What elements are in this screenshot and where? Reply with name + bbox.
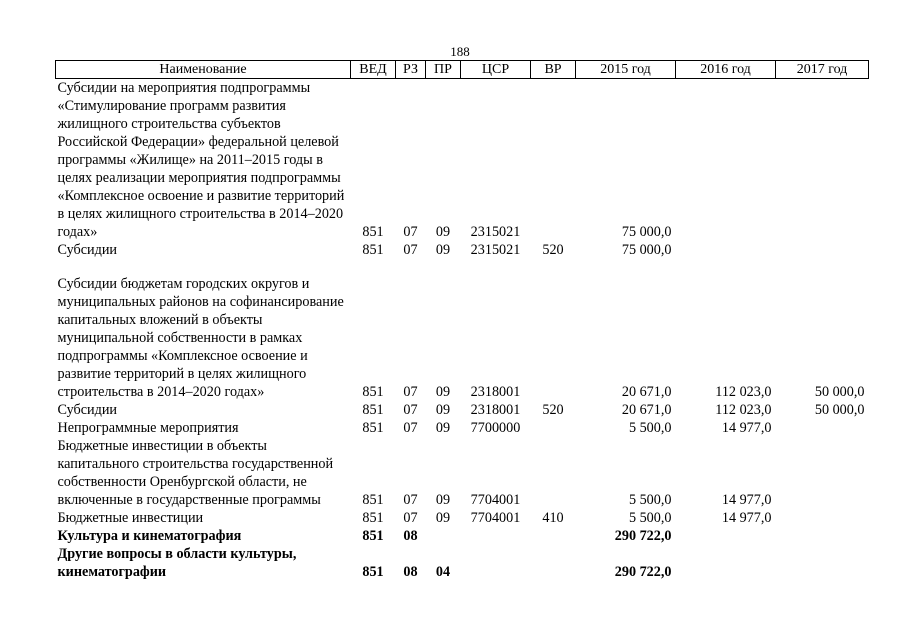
table-row	[56, 509, 869, 527]
row-pr: 04	[435, 564, 451, 580]
table-row	[56, 437, 869, 509]
row-2015: 75 000,0	[621, 224, 672, 240]
row-ved: 851	[362, 510, 384, 526]
row-2016	[676, 79, 776, 242]
row-name: Культура и кинематография	[57, 528, 242, 544]
row-csr	[461, 527, 531, 545]
row-2016: 14 977,0	[721, 510, 772, 526]
row-ved: 851	[362, 242, 384, 258]
row-vr	[531, 79, 576, 242]
table-body	[56, 79, 869, 582]
row-2016: 112 023,0	[715, 402, 772, 418]
budget-table	[55, 60, 869, 581]
header-2016: 2016 год	[676, 61, 776, 79]
table-header	[56, 61, 869, 79]
header-2015: 2015 год	[576, 61, 676, 79]
header-name: Наименование	[56, 61, 351, 79]
row-csr	[461, 545, 531, 581]
row-vr: 520	[542, 402, 564, 418]
page-number: 188	[450, 44, 470, 59]
row-2016: 112 023,0	[715, 384, 772, 400]
row-vr	[531, 275, 576, 401]
row-rz: 07	[403, 510, 418, 526]
header-csr: ЦСР	[461, 61, 531, 79]
row-2015: 5 500,0	[628, 420, 672, 436]
row-ved: 851	[362, 528, 384, 544]
header-row	[56, 61, 869, 79]
row-vr: 410	[542, 510, 564, 526]
row-csr: 2315021	[470, 242, 521, 258]
row-2017	[776, 509, 869, 527]
row-2017	[776, 437, 869, 509]
row-2015: 20 671,0	[621, 384, 672, 400]
row-csr: 2318001	[470, 384, 521, 400]
row-2016: 14 977,0	[721, 492, 772, 508]
row-name: Субсидии	[57, 242, 118, 258]
row-vr	[531, 419, 576, 437]
row-csr: 7700000	[470, 420, 521, 436]
row-rz: 08	[403, 528, 418, 544]
row-rz: 07	[403, 384, 418, 400]
row-2017	[776, 79, 869, 242]
row-pr	[426, 527, 461, 545]
row-2017	[776, 241, 869, 259]
row-pr: 09	[435, 242, 451, 258]
table-row	[56, 545, 869, 581]
row-name: Субсидии бюджетам городских округов и муниципальных районов на софинансирование капитальных вложений в объекты муниципальной собственности в рамках подпрограммы «Комплексное освоение и развитие территорий в целях жилищного строительства в 2014–2020 годах»	[57, 276, 344, 400]
row-rz: 07	[403, 402, 418, 418]
table-row	[56, 527, 869, 545]
row-2015: 75 000,0	[621, 242, 672, 258]
row-pr: 09	[435, 420, 451, 436]
row-vr	[531, 437, 576, 509]
row-2017	[776, 545, 869, 581]
row-csr: 7704001	[470, 492, 521, 508]
row-name: Другие вопросы в области культуры, кинематографии	[57, 546, 297, 580]
spacer-row	[56, 259, 869, 275]
row-2015: 5 500,0	[628, 492, 672, 508]
row-csr: 2315021	[470, 224, 521, 240]
row-csr: 2318001	[470, 402, 521, 418]
row-ved: 851	[362, 224, 384, 240]
spacer-cell	[56, 259, 869, 275]
row-2015: 290 722,0	[614, 564, 672, 580]
table-row	[56, 419, 869, 437]
row-name: Бюджетные инвестиции	[57, 510, 204, 526]
row-ved: 851	[362, 402, 384, 418]
table-row	[56, 401, 869, 419]
row-ved: 851	[362, 420, 384, 436]
row-pr: 09	[435, 402, 451, 418]
table-row	[56, 241, 869, 259]
row-rz: 07	[403, 242, 418, 258]
row-rz: 08	[403, 564, 418, 580]
row-vr: 520	[542, 242, 564, 258]
row-name: Субсидии	[57, 402, 118, 418]
row-2016: 14 977,0	[721, 420, 772, 436]
row-2017: 50 000,0	[814, 384, 865, 400]
header-2017: 2017 год	[776, 61, 869, 79]
row-vr	[531, 527, 576, 545]
row-ved: 851	[362, 384, 384, 400]
row-pr: 09	[435, 384, 451, 400]
header-rz: РЗ	[396, 61, 426, 79]
row-pr: 09	[435, 224, 451, 240]
row-2017	[776, 527, 869, 545]
row-name: Непрограммные мероприятия	[57, 420, 239, 436]
row-2017: 50 000,0	[814, 402, 865, 418]
row-ved: 851	[362, 492, 384, 508]
row-name: Субсидии на мероприятия подпрограммы «Стимулирование программ развития жилищного строительства субъектов Российской Федерации» федеральной целевой программы «Жилище» на 2011–2015 годы в целях реализации мероприятия подпрограммы «Комплексное освоение и развитие территорий в целях жилищного строительства в 2014–2020 годах»	[57, 80, 345, 240]
row-2017	[776, 419, 869, 437]
row-2016	[676, 527, 776, 545]
table-row	[56, 79, 869, 242]
header-vr: ВР	[531, 61, 576, 79]
row-rz: 07	[403, 492, 418, 508]
row-rz: 07	[403, 420, 418, 436]
row-csr: 7704001	[470, 510, 521, 526]
row-2015: 20 671,0	[621, 402, 672, 418]
row-pr: 09	[435, 510, 451, 526]
row-ved: 851	[362, 564, 384, 580]
table-row	[56, 275, 869, 401]
row-2015: 5 500,0	[628, 510, 672, 526]
row-2015: 290 722,0	[614, 528, 672, 544]
row-name: Бюджетные инвестиции в объекты капитального строительства государственной собственности Оренбургской области, не включенные в государственные программы	[57, 438, 334, 508]
header-ved: ВЕД	[351, 61, 396, 79]
row-vr	[531, 545, 576, 581]
row-2016	[676, 241, 776, 259]
row-pr: 09	[435, 492, 451, 508]
row-2016	[676, 545, 776, 581]
header-pr: ПР	[426, 61, 461, 79]
row-rz: 07	[403, 224, 418, 240]
